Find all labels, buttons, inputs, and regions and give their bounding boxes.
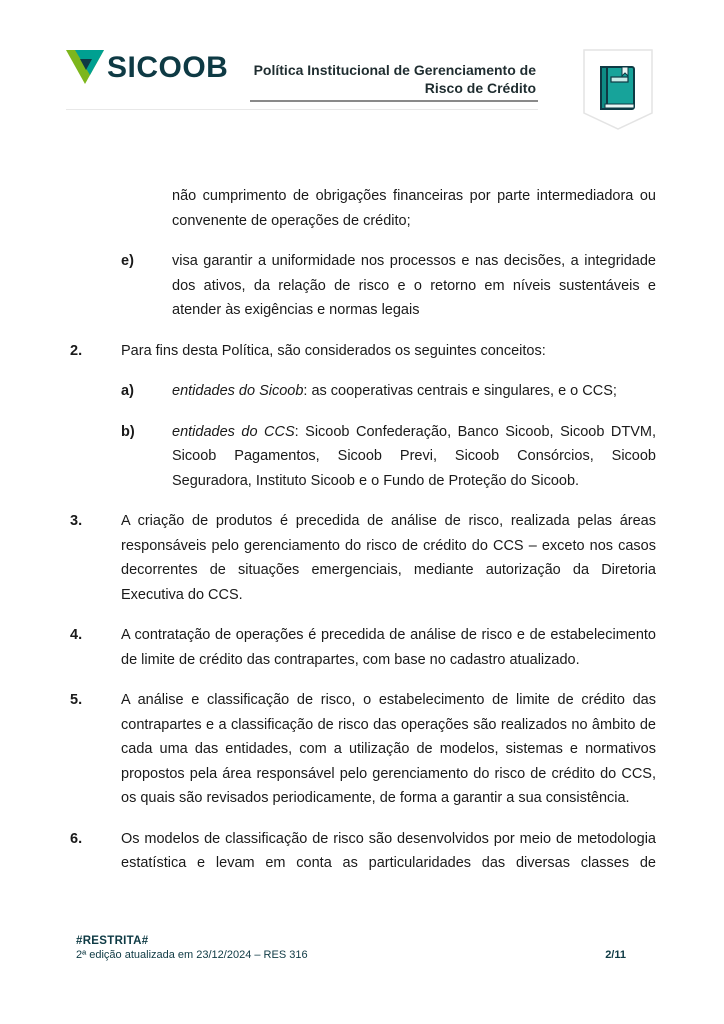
list-letter: a) xyxy=(121,383,134,399)
paragraph-text: A contratação de operações é precedida de análise de risco e de estabelecimento de limite de crédito das contrapartes, com base no cadastro atualizado. xyxy=(121,627,656,668)
defined-term: entidades do Sicoob xyxy=(172,383,304,399)
paragraph-text xyxy=(172,420,656,494)
document-title xyxy=(250,61,536,97)
document-badge xyxy=(582,49,654,131)
paragraph-text xyxy=(172,379,656,404)
section-5 xyxy=(70,688,656,811)
paragraph-text: A criação de produtos é precedida de análise de risco, realizada pelas áreas responsáveis pelo gerenciamento do risco de crédito do CCS – exceto nos casos decorrentes de situações emergenciais, mediante autorização da Diretoria Executiva do CCS. xyxy=(121,513,656,603)
list-letter: e) xyxy=(121,253,134,269)
sicoob-logo-icon xyxy=(66,50,104,84)
definition-text: : as cooperativas centrais e singulares, e o CCS; xyxy=(303,383,617,399)
classification-label: #RESTRITA# xyxy=(76,935,149,947)
section-2 xyxy=(70,339,656,364)
book-icon xyxy=(582,49,654,131)
continuation-paragraph xyxy=(70,184,656,233)
definition-text: : Sicoob Confederação, Banco Sicoob, Sicoob DTVM, Sicoob Pagamentos, Sicoob Previ, Sicoob Consórcios, Sicoob Seguradora, Instituto Sicoob e o Fundo de Proteção do Sicoob. xyxy=(172,423,657,489)
title-underline xyxy=(250,100,538,102)
paragraph-text: visa garantir a uniformidade nos processos e nas decisões, a integridade dos ativos, da relação de risco e o retorno em níveis sustentáveis e atender às exigências e normas legais xyxy=(172,253,656,318)
section-number: 5. xyxy=(70,692,83,708)
list-item-a xyxy=(70,379,656,404)
document-title-line2: Risco de Crédito xyxy=(424,80,536,96)
defined-term: entidades do CCS xyxy=(172,423,295,440)
section-number: 2. xyxy=(70,342,83,359)
paragraph-text: Para fins desta Política, são considerados os seguintes conceitos: xyxy=(121,342,546,359)
page-number: 2/11 xyxy=(605,949,626,961)
list-letter: b) xyxy=(121,423,135,440)
page-footer xyxy=(76,934,628,962)
document-body xyxy=(70,184,656,876)
header-divider xyxy=(66,109,538,110)
paragraph-text: A análise e classificação de risco, o estabelecimento de limite de crédito das contrapartes e a classificação de risco das operações são realizados no âmbito de cada uma das entidades, com a utilização de modelos, sistemas e normativos propostos pela área responsável pelo gerenciamento do risco de crédito do CCS, os quais são revisados periodicamente, de forma a garantir a sua consistência. xyxy=(121,692,656,806)
section-6 xyxy=(70,827,656,876)
section-number: 6. xyxy=(70,830,83,847)
section-number: 3. xyxy=(70,513,83,529)
list-item-e xyxy=(70,249,656,323)
sicoob-logo xyxy=(66,48,229,88)
edition-info: 2ª edição atualizada em 23/12/2024 – RES 316 xyxy=(76,949,308,961)
document-title-line1: Política Institucional de Gerenciamento de xyxy=(253,62,536,78)
logo-text: SICOOB xyxy=(107,51,229,84)
paragraph-text: Os modelos de classificação de risco são desenvolvidos por meio de metodologia estatística e levam em conta as particularidades das diversas classes de xyxy=(121,830,656,871)
paragraph-text: não cumprimento de obrigações financeiras por parte intermediadora ou convenente de operações de crédito; xyxy=(172,188,656,229)
page-header xyxy=(0,0,724,130)
section-4 xyxy=(70,623,656,672)
section-number: 4. xyxy=(70,627,83,643)
section-3 xyxy=(70,509,656,607)
list-item-b xyxy=(70,420,656,494)
